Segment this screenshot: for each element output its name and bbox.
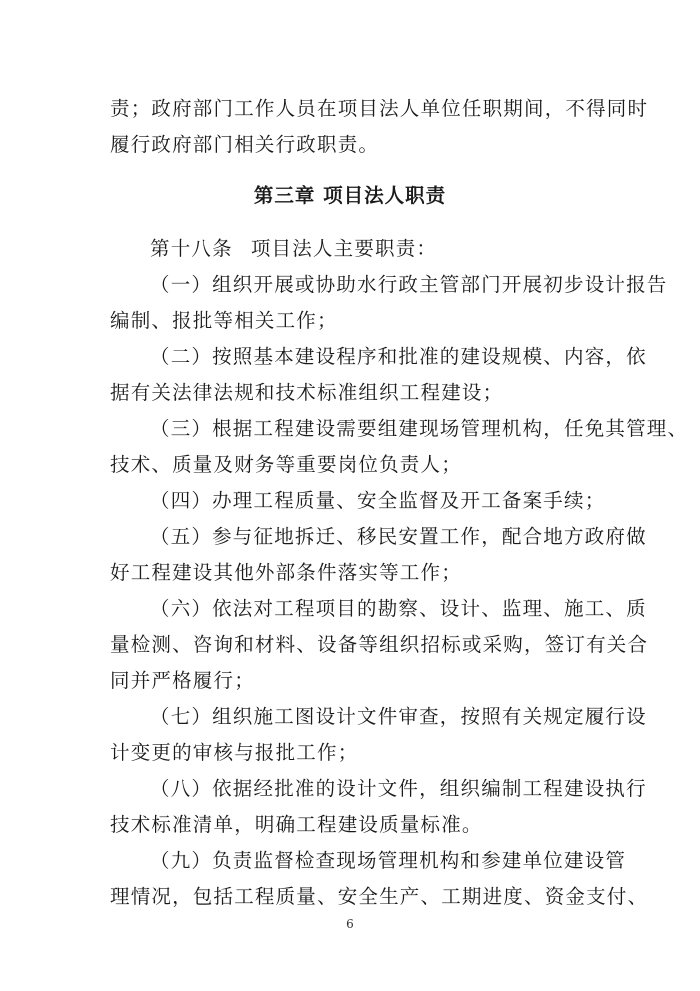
list-item-line: 理情况，包括工程质量、安全生产、工期进度、资金支付、 — [110, 885, 649, 908]
article-heading — [150, 236, 600, 262]
list-item-line: （四）办理工程质量、安全监督及开工备案手续； — [150, 489, 606, 512]
list-item-line: （九）负责监督检查现场管理机构和参建单位建设管 — [150, 849, 627, 872]
list-item-line: 量检测、咨询和材料、设备等组织招标或采购，签订有关合 — [110, 633, 649, 656]
article-intro: 项目法人主要职责： — [250, 237, 438, 260]
text-line: 履行政府部门相关行政职责。 — [110, 133, 380, 156]
list-item-line: （三）根据工程建设需要组建现场管理机构，任免其管理、 — [150, 417, 689, 440]
list-item-line: 计变更的审核与报批工作； — [110, 741, 359, 764]
article-number: 第十八条 — [150, 237, 233, 260]
list-item-line: 技术、质量及财务等重要岗位负责人； — [110, 453, 462, 476]
list-item-line: 编制、报批等相关工作； — [110, 309, 338, 332]
chapter-title: 第三章 项目法人职责 — [253, 184, 447, 207]
list-item-line: （五）参与征地拆迁、移民安置工作，配合地方政府做 — [150, 525, 647, 548]
list-item-line: 同并严格履行； — [110, 669, 255, 692]
list-item-line: 据有关法律法规和技术标准组织工程建设； — [110, 381, 504, 404]
text-line: 责；政府部门工作人员在项目法人单位任职期间，不得同时 — [110, 97, 649, 120]
list-item-line: （八）依据经批准的设计文件，组织编制工程建设执行 — [150, 777, 647, 800]
list-item-line: 技术标准清单，明确工程建设质量标准。 — [110, 813, 483, 836]
list-item-line: （六）依法对工程项目的勘察、设计、监理、施工、质 — [150, 597, 647, 620]
list-item-line: （一）组织开展或协助水行政主管部门开展初步设计报告 — [150, 273, 668, 296]
list-item-line: （二）按照基本建设程序和批准的建设规模、内容，依 — [150, 345, 647, 368]
list-item-line: （七）组织施工图设计文件审查，按照有关规定履行设 — [150, 705, 647, 728]
page-number: 6 — [346, 917, 354, 931]
list-item-line: 好工程建设其他外部条件落实等工作； — [110, 561, 462, 584]
